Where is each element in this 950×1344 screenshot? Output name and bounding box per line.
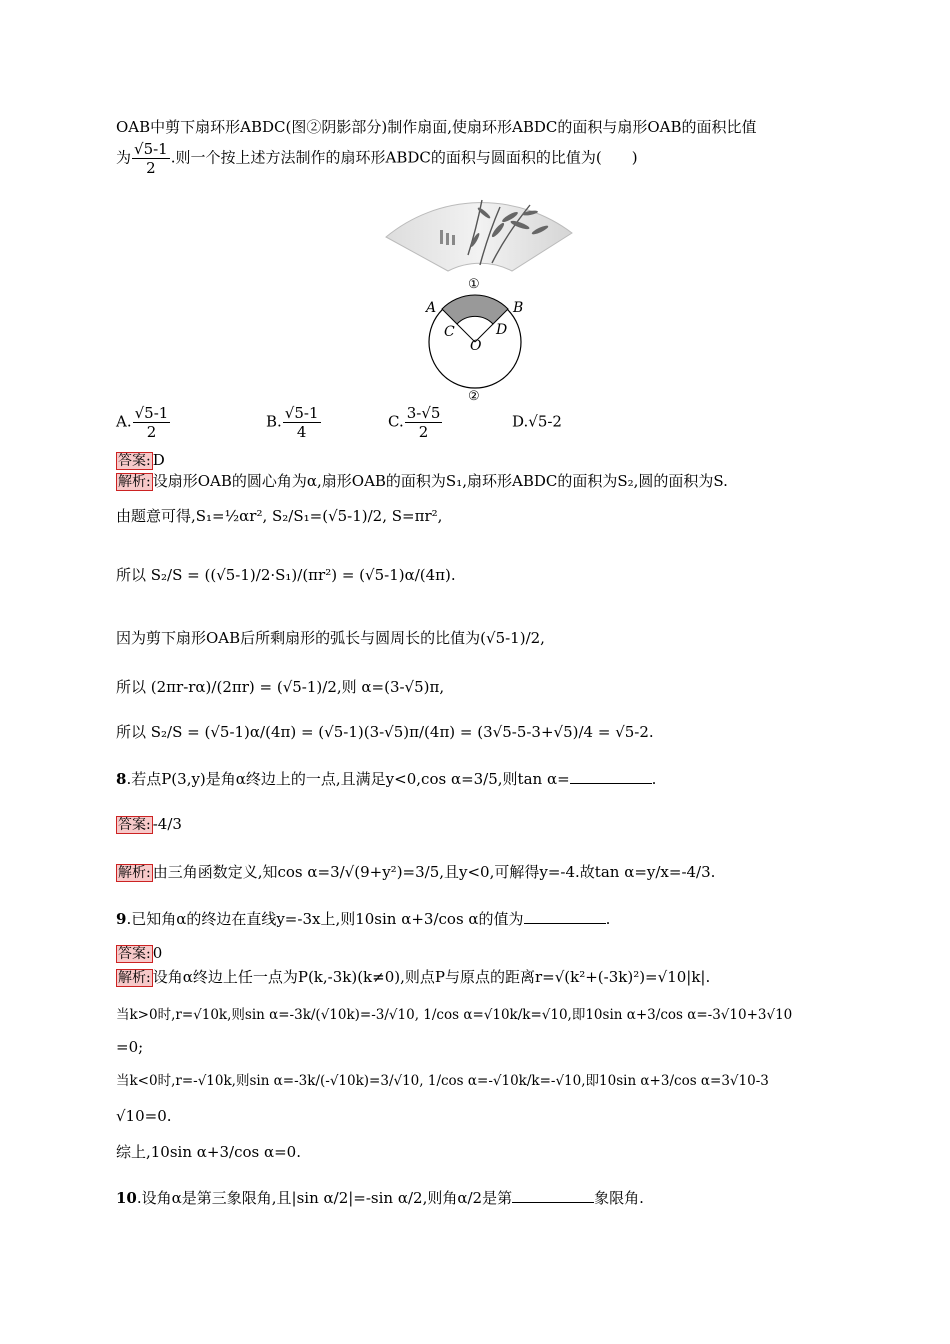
p7-line2: 为 $\frac{√5-1}{2}$ .则一个按上述方法制作的扇环形ABDC的面积与圆面积的比值为( ): [116, 140, 638, 177]
point-O: O: [470, 338, 482, 354]
p7-analysis-5: 所以 (2πr-rα)/(2πr) = (√5-1)/2,则 α=(3-√5)π,: [116, 678, 445, 696]
p9-question: 9.已知角α的终边在直线y=-3x上,则10sin α+3/cos α的值为 .: [116, 910, 611, 928]
option-a[interactable]: A. $\frac{√5-1}{2}$: [116, 404, 169, 441]
p9-analysis-3: =0;: [116, 1038, 144, 1056]
option-d[interactable]: D.√5-2: [512, 412, 562, 431]
p10-blank[interactable]: [512, 1188, 594, 1203]
p9-analysis-4: 当k<0时,r=-√10k,则sin α=-3k/(-√10k)=3/√10, 1/cos α=-√10k/k=-√10,即10sin α+3/cos α=3√10-3: [116, 1073, 769, 1089]
p7-analysis-4: 因为剪下扇形OAB后所剩扇形的弧长与圆周长的比值为(√5-1)/2,: [116, 629, 545, 647]
p7-answer: 答案: D: [118, 451, 165, 469]
p7-line1: OAB中剪下扇环形ABDC(图②阴影部分)制作扇面,使扇环形ABDC的面积与扇形OAB的面积比值: [116, 118, 757, 136]
p10-question: 10.设角α是第三象限角,且|sin α/2|=-sin α/2,则角α/2是第 象限角.: [116, 1189, 644, 1207]
label-1: ①: [468, 277, 480, 292]
point-B: B: [513, 300, 524, 316]
p8-answer: 答案: -4/3: [118, 815, 182, 833]
p7-options: [116, 404, 562, 441]
label-2: ②: [468, 389, 480, 402]
point-C: C: [444, 324, 455, 340]
p8-blank[interactable]: [570, 769, 652, 784]
point-A: A: [426, 300, 437, 316]
p7-ratio-fraction: $\frac{√5-1}{2}$: [134, 140, 168, 177]
p7-analysis-2: 由题意可得,S₁=½αr², S₂/S₁=(√5-1)/2, S=πr²,: [116, 507, 443, 525]
option-b[interactable]: B. $\frac{√5-1}{4}$: [266, 404, 319, 441]
p8-question: 8.若点P(3,y)是角α终边上的一点,且满足y<0,cos α=3/5,则tan α= .: [116, 770, 657, 788]
p9-analysis-5: √10=0.: [116, 1107, 172, 1125]
point-D: D: [496, 322, 508, 338]
p9-analysis-2: 当k>0时,r=√10k,则sin α=-3k/(√10k)=-3/√10, 1/cos α=√10k/k=√10,即10sin α+3/cos α=-3√10+3√10: [116, 1007, 793, 1023]
p8-analysis: 解析: 由三角函数定义,知cos α=3/√(9+y²)=3/5,且y<0,可解得y=-4.故tan α=y/x=-4/3.: [118, 863, 716, 881]
p9-answer: 答案: 0: [118, 944, 163, 962]
p9-blank[interactable]: [524, 909, 606, 924]
sector-diagram: [410, 272, 540, 402]
p9-analysis-6: 综上,10sin α+3/cos α=0.: [116, 1143, 301, 1161]
option-c[interactable]: C. $\frac{3-√5}{2}$: [388, 404, 441, 441]
p7-analysis-6: 所以 S₂/S = (√5-1)α/(4π) = (√5-1)(3-√5)π/(4π) = (3√5-5-3+√5)/4 = √5-2.: [116, 723, 654, 741]
p7-analysis-1: 解析: 设扇形OAB的圆心角为α,扇形OAB的面积为S₁,扇环形ABDC的面积为S₂,圆的面积为S.: [118, 472, 728, 490]
p7-analysis-3: 所以 S₂/S = ((√5-1)/2·S₁)/(πr²) = (√5-1)α/(4π).: [116, 566, 456, 584]
p9-analysis-1: 解析: 设角α终边上任一点为P(k,-3k)(k≠0),则点P与原点的距离r=√(k²+(-3k)²)=√10|k|.: [118, 968, 711, 986]
fan-illustration: [380, 185, 580, 275]
